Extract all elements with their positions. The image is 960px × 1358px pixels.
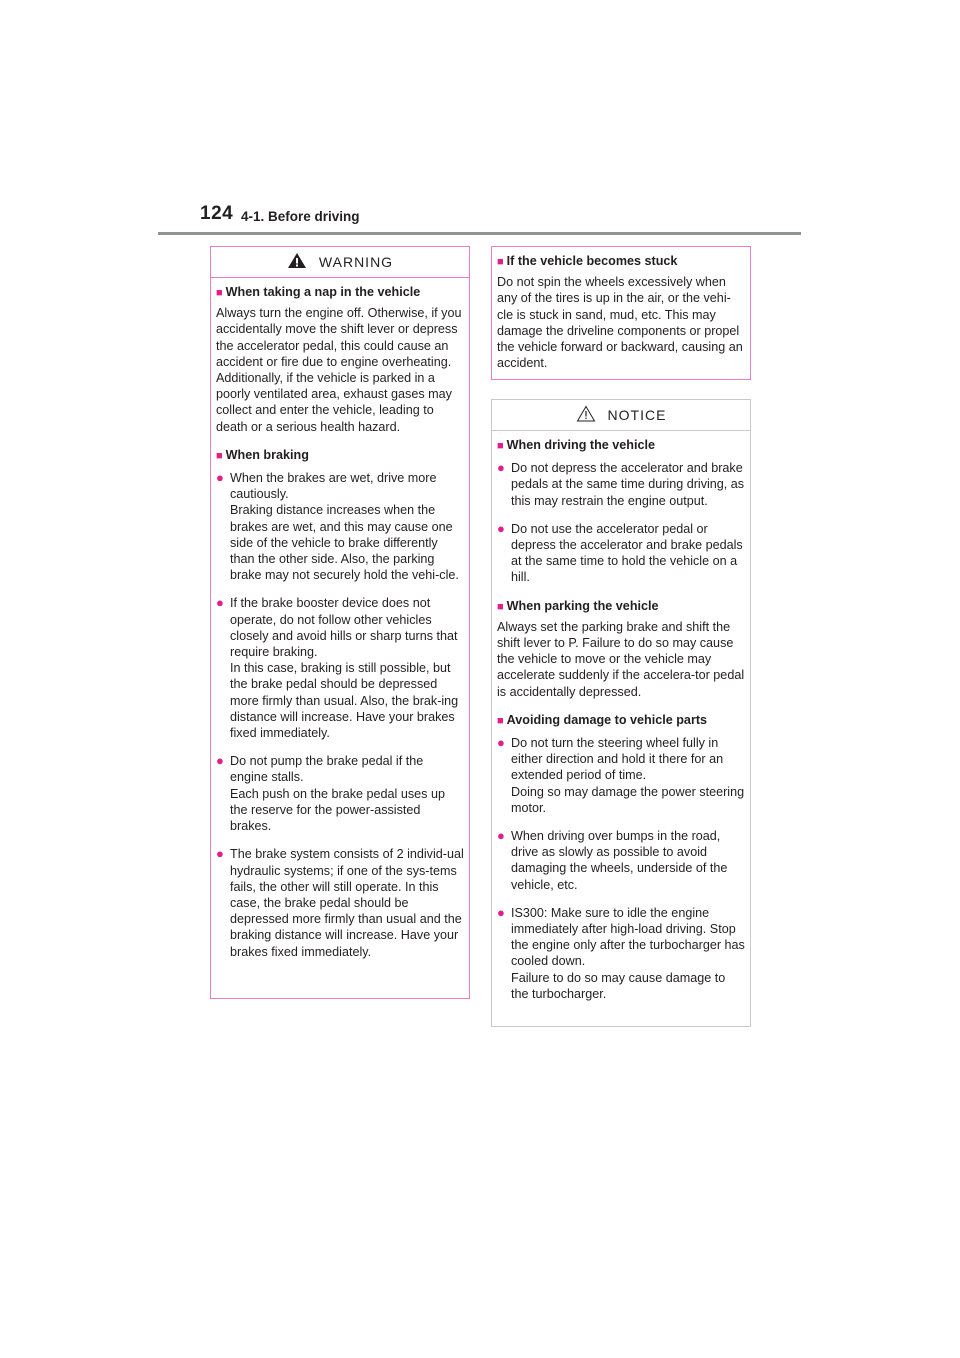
square-bullet-icon: ■: [497, 714, 504, 727]
square-bullet-icon: ■: [216, 449, 223, 462]
section-title: 4-1. Before driving: [241, 209, 360, 224]
notice-triangle-icon: [576, 405, 596, 425]
list-item: ● Do not turn the steering wheel fully in either direction and hold it there for an extended period of time. Doing so may damage the power steering motor.: [497, 735, 745, 815]
list-item: ● IS300: Make sure to idle the engine immediately after high-load driving. Stop the engine only after the turbocharger has cooled down. Failure to do so may cause damage to the turbocharger.: [497, 904, 745, 1001]
list-item: ● When the brakes are wet, drive more cautiously. Braking distance increases when the brakes are wet, and this may cause one side of the vehicle to brake differently than the other side. Also, the parking brake may not securely hold the vehi-cle.: [216, 470, 459, 583]
warning-triangle-icon: [287, 252, 307, 272]
circle-bullet-icon: ●: [497, 828, 505, 844]
warning-heading-nap: ■ When taking a nap in the vehicle: [216, 284, 464, 301]
notice-heading-damage: ■ Avoiding damage to vehicle parts: [497, 712, 745, 729]
warning-box: [210, 246, 470, 999]
list-item: ● Do not use the accelerator pedal or depress the accelerator and brake pedals at the same time to hold the vehicle on a hill.: [497, 520, 743, 585]
warning-title: WARNING: [318, 254, 394, 270]
warning-box-header: [211, 247, 469, 278]
stuck-paragraph: Do not spin the wheels excessively when any of the tires is up in the air, or the vehi-cle is stuck in sand, mud, etc. This may damage the driveline components or propel the vehicle forward or backward, causing an accident.: [497, 275, 743, 371]
circle-bullet-icon: ●: [497, 735, 505, 751]
stuck-heading: ■ If the vehicle becomes stuck: [497, 253, 745, 270]
notice-box: [491, 399, 751, 1027]
circle-bullet-icon: ●: [497, 460, 505, 476]
header-rule: [158, 232, 801, 235]
circle-bullet-icon: ●: [216, 595, 224, 611]
notice-title: NOTICE: [607, 407, 667, 423]
page-number: 124: [200, 203, 234, 224]
notice-paragraph-parking: Always set the parking brake and shift the shift lever to P. Failure to do so may cause the vehicle to move or the vehicle may accelerate suddenly if the accelera-tor pedal is accidentally depressed.: [497, 619, 745, 699]
notice-heading-parking: ■ When parking the vehicle: [497, 598, 745, 615]
stuck-box-body: [492, 247, 750, 377]
notice-box-header: [492, 400, 750, 431]
warning-box-body: [211, 278, 469, 966]
circle-bullet-icon: ●: [216, 470, 224, 486]
square-bullet-icon: ■: [497, 440, 504, 452]
warning-heading-braking: ■ When braking: [216, 447, 464, 464]
notice-box-body: [492, 431, 750, 1008]
list-item: ● The brake system consists of 2 individ-ual hydraulic systems; if one of the sys-tems fails, the other will still operate. In this case, the brake pedal should be depressed more firmly than usual and the braking distance will increase. Have your brakes fixed immediately.: [216, 846, 464, 959]
list-item: ● Do not pump the brake pedal if the engine stalls. Each push on the brake pedal uses up the reserve for the power-assisted brakes.: [216, 753, 445, 834]
square-bullet-icon: ■: [497, 256, 504, 268]
circle-bullet-icon: ●: [497, 904, 505, 920]
warning-paragraph-nap: Always turn the engine off. Otherwise, if you accidentally move the shift lever or depress the accelerator pedal, this could cause an accident or fire due to engine overheating. Additionally, if the vehicle is parked in a poorly ventilated area, exhaust gases may collect and enter the vehicle, leading to death or a serious health hazard.: [216, 306, 462, 434]
list-item: ● Do not depress the accelerator and brake pedals at the same time during driving, as this may restrain the engine output.: [497, 460, 745, 508]
list-item: ● When driving over bumps in the road, drive as slowly as possible to avoid damaging the wheels, underside of the vehicle, etc.: [497, 828, 728, 892]
circle-bullet-icon: ●: [216, 753, 224, 769]
stuck-warning-box: [491, 246, 751, 380]
notice-heading-driving: ■ When driving the vehicle: [497, 437, 745, 454]
list-item: ● If the brake booster device does not operate, do not follow other vehicles closely and avoid hills or sharp turns that require braking. In this case, braking is still possible, but the brake pedal should be depressed more firmly than usual. Also, the brak-ing distance will increase. Have your brakes fixed immediately.: [216, 595, 459, 741]
square-bullet-icon: ■: [216, 287, 223, 299]
square-bullet-icon: ■: [497, 600, 504, 613]
circle-bullet-icon: ●: [216, 846, 224, 862]
circle-bullet-icon: ●: [497, 520, 505, 536]
